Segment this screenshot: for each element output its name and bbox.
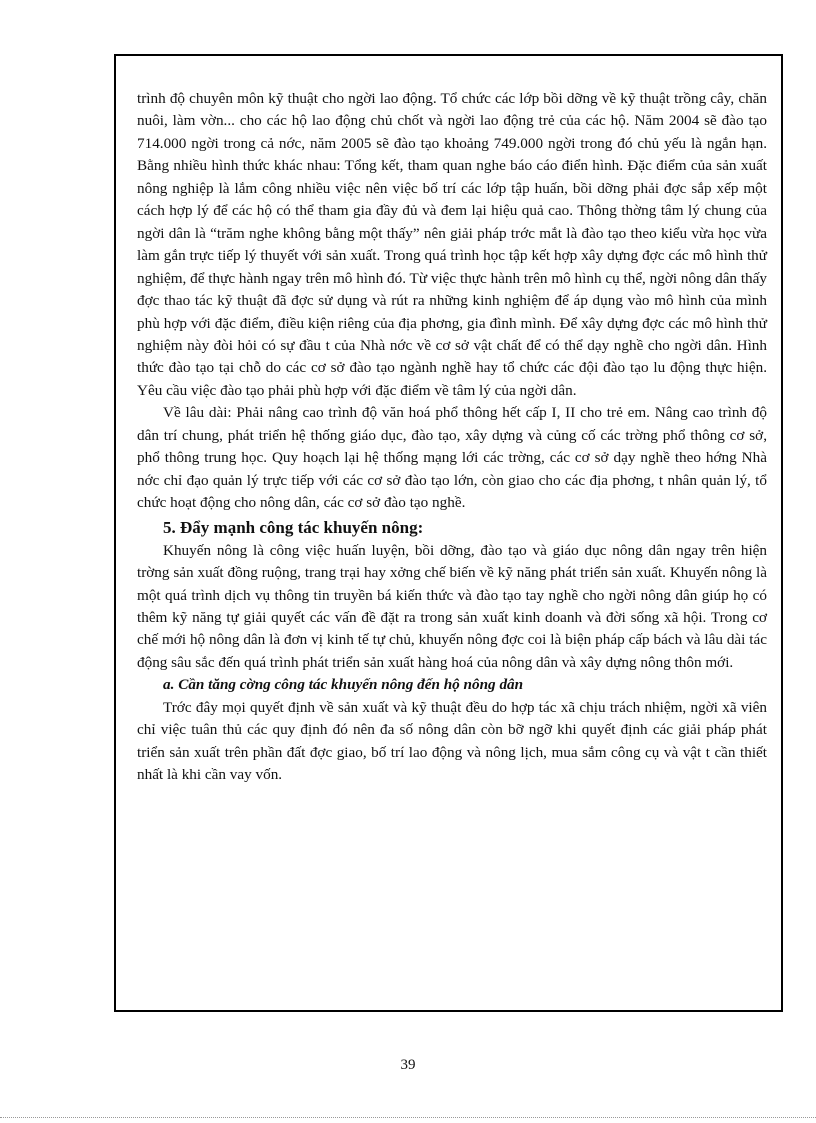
paragraph-cooperative: Trớc đây mọi quyết định về sản xuất và kỹ thuật đều do hợp tác xã chịu trách nhiệm, ngời xã viên chỉ việc tuân thủ các quy định đó nên đa số nông dân còn bỡ ngỡ khi quyết định các giải pháp phát triển sản xuất trên phần đất đợc giao, bố trí lao động và nông lịch, mua sắm công cụ và vật t cần thiết nhất là khi cần vay vốn. <box>137 698 767 784</box>
paragraph-training: trình độ chuyên môn kỹ thuật cho ngời lao động. Tổ chức các lớp bồi dỡng về kỹ thuật trồng cây, chăn nuôi, làm vờn... cho các hộ lao động chủ chốt và ngời lao động trẻ của các hộ. Năm 2004 sẽ đào tạo 714.000 ngời trong cả nớc, năm 2005 sẽ đào tạo khoảng 749.000 ngời trong đó chủ yếu là ngắn hạn. Bằng nhiều hình thức khác nhau: Tổng kết, tham quan nghe báo cáo điển hình. Đặc điểm của sản xuất nông nghiệp là lắm công nhiều việc nên việc bố trí các lớp tập huấn, bồi dỡng phải đợc sắp xếp một cách hợp lý để các hộ có thể tham gia đầy đủ và đem lại hiệu quả cao. Thông thờng tâm lý chung của ngời dân là “trăm nghe không bằng một thấy” nên giải pháp trớc mắt là đào tạo theo kiểu vừa học vừa làm gắn trực tiếp lý thuyết với sản xuất. Trong quá trình học tập kết hợp xây dựng đợc các mô hình thử nghiệm, để thực hành ngay trên mô hình đó. Từ việc thực hành trên mô hình cụ thể, ngời nông dân thấy đợc thao tác kỹ thuật đã đợc sử dụng và rút ra những kinh nghiệm để áp dụng vào mô hình của mình phù hợp với đặc điểm, điều kiện riêng của địa phơng, gia đình mình. Để xây dựng đợc các mô hình thử nghiệm này đòi hỏi có sự đầu t của Nhà nớc về cơ sở vật chất để có thể dạy nghề cho ngời dân. Hình thức đào tạo tại chỗ do các cơ sở đào tạo ngành nghề hay tổ chức các đội đào tạo lu động thực hiện. Yêu cầu việc đào tạo phải phù hợp với đặc điểm về tâm lý của ngời dân. <box>137 90 767 399</box>
page-border-top <box>114 54 783 56</box>
section-heading: 5. Đẩy mạnh công tác khuyến nông: <box>163 517 424 537</box>
paragraph-extension: Khuyến nông là công việc huấn luyện, bồi dỡng, đào tạo và giáo dục nông dân ngay trên hiện trờng sản xuất đồng ruộng, trang trại hay xởng chế biến về kỹ năng phát triển sản xuất. Khuyến nông là một quá trình dịch vụ thông tin truyền bá kiến thức và đào tạo tay nghề cho ngời nông dân giúp họ có thêm kỹ năng tự giải quyết các vấn đề đặt ra trong sản xuất kinh doanh và đời sống xã hội. Trong cơ chế mới hộ nông dân là đơn vị kinh tế tự chủ, khuyến nông đợc coi là biện pháp cấp bách và lâu dài tác động sâu sắc đến quá trình phát triển sản xuất hàng hoá của nông dân và xây dựng nông thôn mới. <box>137 541 767 671</box>
page-bottom-rule <box>0 1117 816 1118</box>
document-body <box>137 88 767 787</box>
paragraph-long-term: Về lâu dài: Phải nâng cao trình độ văn hoá phổ thông hết cấp I, II cho trẻ em. Nâng cao trình độ dân trí chung, phát triển hệ thống giáo dục, đào tạo, xây dựng và củng cố các trờng phổ thông cơ sở, phổ thông trung học. Quy hoạch lại hệ thống mạng lới các trờng, các cơ sở dạy nghề theo hớng Nhà nớc chỉ đạo quản lý trực tiếp với các cơ sở đào tạo lớn, còn giao cho các địa phơng, t nhân quản lý, tổ chức hoạt động cho nông dân, các cơ sở đào tạo nghề. <box>137 404 767 512</box>
page-border-bottom <box>114 1010 783 1012</box>
page-number: 39 <box>400 1057 416 1073</box>
page-border-left <box>114 54 116 1012</box>
page-border-right <box>781 54 783 1012</box>
subsection-heading: a. Cần tăng cờng công tác khuyến nông đến hộ nông dân <box>163 676 524 694</box>
